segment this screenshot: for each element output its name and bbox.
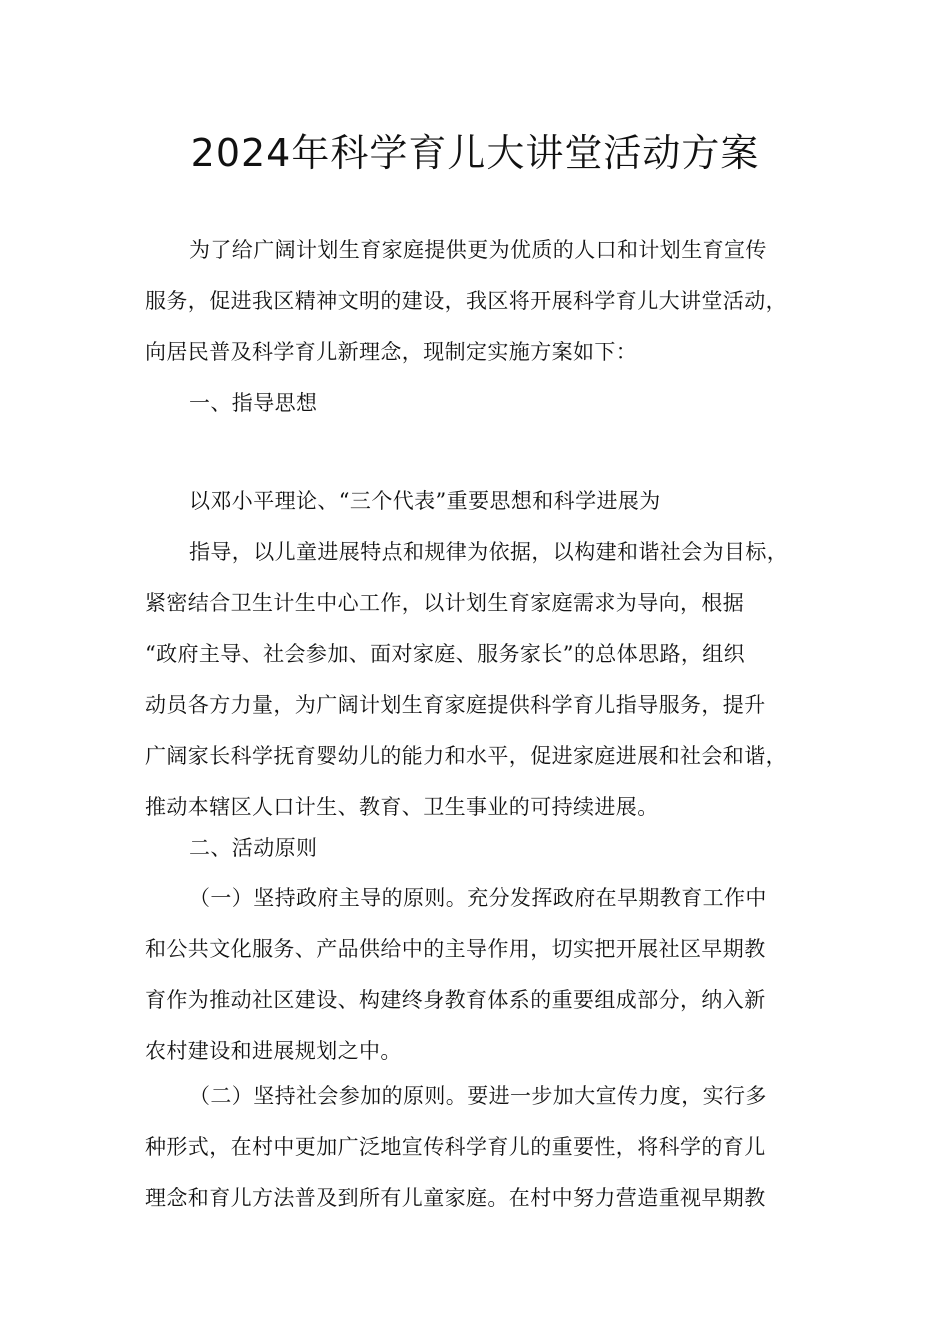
section1-body [145,527,807,833]
principle-line: 种形式，在村中更加广泛地宣传科学育儿的重要性，将科学的育儿 [145,1135,766,1159]
section-heading-guiding-thought [145,378,807,429]
section-heading: 二、活动原则 [189,836,318,860]
principle-line: （二）坚持社会参加的原则。要进一步加大宣传力度，实行多 [189,1084,767,1108]
section-heading: 一、指导思想 [189,391,318,415]
intro-line: 为了给广阔计划生育家庭提供更为优质的人口和计划生育宣传 [189,238,767,262]
body-line: 紧密结合卫生计生中心工作，以计划生育家庭需求为导向，根据 [145,591,745,615]
body-line: 广阔家长科学抚育婴幼儿的能力和水平，促进家庭进展和社会和谐， [145,744,787,768]
principle-line: 和公共文化服务、产品供给中的主导作用，切实把开展社区早期教 [145,937,766,961]
section-heading-principles [145,823,807,874]
intro-line: 向居民普及科学育儿新理念，现制定实施方案如下： [145,340,638,364]
section1-lead [145,476,807,527]
principle-line: （一）坚持政府主导的原则。充分发挥政府在早期教育工作中 [189,886,767,910]
intro-line: 服务，促进我区精神文明的建设，我区将开展科学育儿大讲堂活动， [145,289,787,313]
body-line: 指导，以儿童进展特点和规律为依据，以构建和谐社会为目标， [189,540,789,564]
principle-2-paragraph [145,1071,807,1224]
principle-1-paragraph [145,873,807,1077]
document-title: 2024年科学育儿大讲堂活动方案 [190,131,760,175]
body-line: 动员各方力量，为广阔计划生育家庭提供科学育儿指导服务，提升 [145,693,766,717]
body-line: “政府主导、社会参加、面对家庭、服务家长”的总体思路，组织 [145,642,746,666]
principle-line: 育作为推动社区建设、构建终身教育体系的重要组成部分，纳入新 [145,988,766,1012]
body-line: 推动本辖区人口计生、教育、卫生事业的可持续进展。 [145,795,659,819]
principle-line: 理念和育儿方法普及到所有儿童家庭。在村中努力营造重视早期教 [145,1186,766,1210]
principle-line: 农村建设和进展规划之中。 [145,1039,402,1063]
intro-paragraph [145,225,807,378]
lead-line: 以邓小平理论、“三个代表”重要思想和科学进展为 [189,489,661,513]
